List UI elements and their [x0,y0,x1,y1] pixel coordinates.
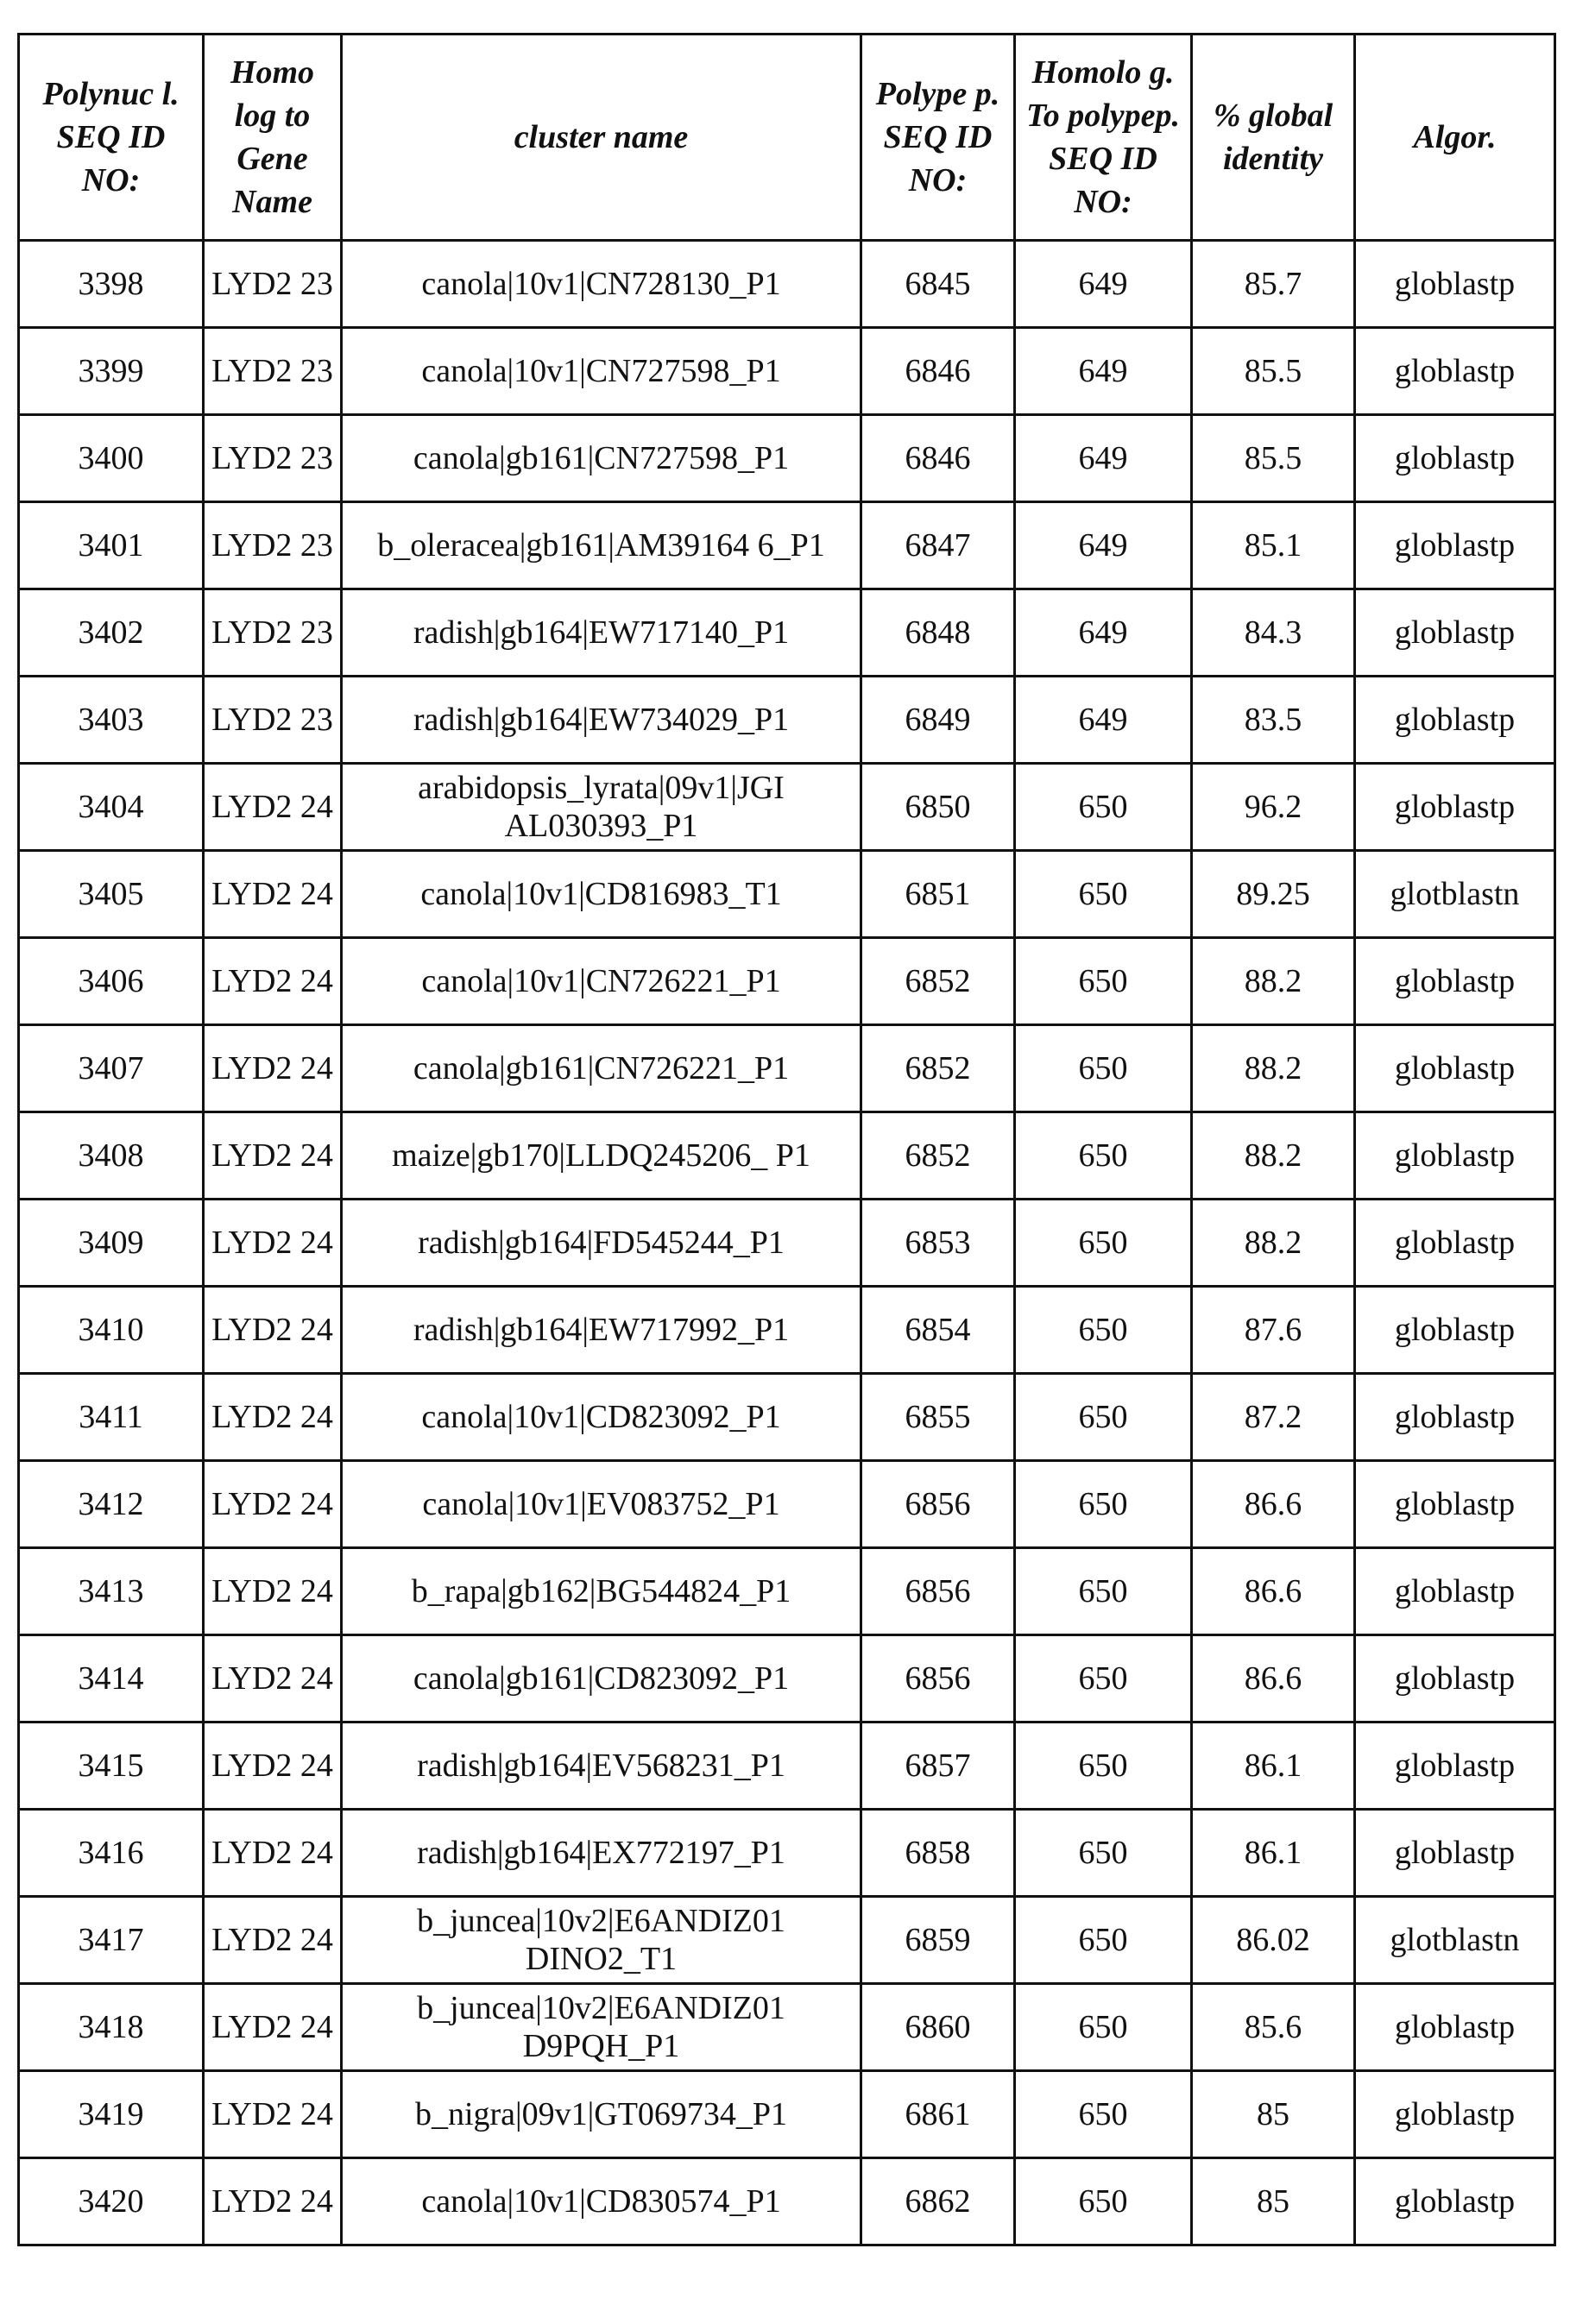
polynucl-seq-id-cell: 3398 [19,241,204,328]
polypep-seq-id-cell: 6861 [861,2071,1015,2158]
table-row [19,1461,1555,1548]
polypep-seq-id-cell: 6852 [861,1025,1015,1112]
algorithm-cell: globlastp [1355,1810,1555,1897]
global-identity-cell: 83.5 [1192,677,1355,764]
table-row [19,589,1555,677]
global-identity-cell: 85 [1192,2071,1355,2158]
polypep-seq-id-cell: 6856 [861,1548,1015,1635]
global-identity-cell: 86.6 [1192,1461,1355,1548]
col-polypep-seq-id-header: Polype p. SEQ ID NO: [861,35,1015,241]
homolog-table [17,33,1556,2246]
polypep-seq-id-cell: 6845 [861,241,1015,328]
polynucl-seq-id-cell: 3402 [19,589,204,677]
polypep-seq-id-cell: 6848 [861,589,1015,677]
table-row [19,1723,1555,1810]
homolog-gene-cell: LYD2 24 [204,851,342,938]
algorithm-cell: globlastp [1355,589,1555,677]
homolog-gene-cell: LYD2 24 [204,2158,342,2245]
homolog-gene-cell: LYD2 24 [204,1984,342,2071]
algorithm-cell: globlastp [1355,2158,1555,2245]
polypep-seq-id-cell: 6854 [861,1287,1015,1374]
cluster-name-cell: b_juncea|10v2|E6ANDIZ01 DINO2_T1 [342,1897,861,1984]
polynucl-seq-id-cell: 3420 [19,2158,204,2245]
polynucl-seq-id-cell: 3401 [19,502,204,589]
algorithm-cell: globlastp [1355,1112,1555,1200]
polypep-seq-id-cell: 6856 [861,1635,1015,1723]
global-identity-cell: 88.2 [1192,1112,1355,1200]
homolog-polypep-seq-id-cell: 650 [1015,1723,1192,1810]
homolog-gene-cell: LYD2 24 [204,1200,342,1287]
cluster-name-cell: canola|10v1|CD830574_P1 [342,2158,861,2245]
cluster-name-cell: canola|10v1|CN726221_P1 [342,938,861,1025]
homolog-gene-cell: LYD2 24 [204,1287,342,1374]
cluster-name-cell: canola|gb161|CD823092_P1 [342,1635,861,1723]
polynucl-seq-id-cell: 3411 [19,1374,204,1461]
polynucl-seq-id-cell: 3405 [19,851,204,938]
homolog-polypep-seq-id-cell: 650 [1015,2071,1192,2158]
global-identity-cell: 86.6 [1192,1548,1355,1635]
table-row [19,764,1555,851]
table-row [19,1374,1555,1461]
cluster-name-cell: radish|gb164|FD545244_P1 [342,1200,861,1287]
global-identity-cell: 86.1 [1192,1810,1355,1897]
table-row [19,1984,1555,2071]
polypep-seq-id-cell: 6862 [861,2158,1015,2245]
polypep-seq-id-cell: 6846 [861,328,1015,415]
homolog-gene-cell: LYD2 24 [204,1810,342,1897]
polypep-seq-id-cell: 6857 [861,1723,1015,1810]
algorithm-cell: glotblastn [1355,1897,1555,1984]
cluster-name-cell: radish|gb164|EX772197_P1 [342,1810,861,1897]
cluster-name-cell: maize|gb170|LLDQ245206_ P1 [342,1112,861,1200]
polynucl-seq-id-cell: 3409 [19,1200,204,1287]
global-identity-cell: 89.25 [1192,851,1355,938]
global-identity-cell: 85 [1192,2158,1355,2245]
table-row [19,502,1555,589]
cluster-name-cell: canola|10v1|CN728130_P1 [342,241,861,328]
algorithm-cell: globlastp [1355,2071,1555,2158]
polypep-seq-id-cell: 6855 [861,1374,1015,1461]
col-homolog-gene-header: Homo log to Gene Name [204,35,342,241]
homolog-gene-cell: LYD2 23 [204,328,342,415]
polynucl-seq-id-cell: 3406 [19,938,204,1025]
polynucl-seq-id-cell: 3407 [19,1025,204,1112]
polynucl-seq-id-cell: 3415 [19,1723,204,1810]
algorithm-cell: globlastp [1355,1635,1555,1723]
homolog-gene-cell: LYD2 23 [204,241,342,328]
global-identity-cell: 85.5 [1192,415,1355,502]
homolog-polypep-seq-id-cell: 650 [1015,1461,1192,1548]
homolog-polypep-seq-id-cell: 650 [1015,1374,1192,1461]
homolog-gene-cell: LYD2 24 [204,1461,342,1548]
homolog-polypep-seq-id-cell: 650 [1015,1200,1192,1287]
polypep-seq-id-cell: 6852 [861,1112,1015,1200]
global-identity-cell: 88.2 [1192,1025,1355,1112]
global-identity-cell: 88.2 [1192,938,1355,1025]
homolog-gene-cell: LYD2 24 [204,1548,342,1635]
algorithm-cell: globlastp [1355,1461,1555,1548]
homolog-gene-cell: LYD2 24 [204,2071,342,2158]
cluster-name-cell: canola|10v1|CD823092_P1 [342,1374,861,1461]
cluster-name-cell: b_oleracea|gb161|AM39164 6_P1 [342,502,861,589]
homolog-polypep-seq-id-cell: 650 [1015,1810,1192,1897]
global-identity-cell: 85.6 [1192,1984,1355,2071]
homolog-polypep-seq-id-cell: 650 [1015,1287,1192,1374]
polynucl-seq-id-cell: 3400 [19,415,204,502]
homolog-polypep-seq-id-cell: 650 [1015,1548,1192,1635]
table-row [19,1025,1555,1112]
polypep-seq-id-cell: 6847 [861,502,1015,589]
polynucl-seq-id-cell: 3410 [19,1287,204,1374]
homolog-polypep-seq-id-cell: 649 [1015,328,1192,415]
polypep-seq-id-cell: 6851 [861,851,1015,938]
col-homolog-polypep-seq-id-header: Homolo g. To polypep. SEQ ID NO: [1015,35,1192,241]
homolog-polypep-seq-id-cell: 650 [1015,1112,1192,1200]
algorithm-cell: globlastp [1355,1374,1555,1461]
algorithm-cell: globlastp [1355,1287,1555,1374]
homolog-gene-cell: LYD2 23 [204,677,342,764]
polypep-seq-id-cell: 6859 [861,1897,1015,1984]
homolog-gene-cell: LYD2 24 [204,1112,342,1200]
table-row [19,415,1555,502]
table-row [19,1897,1555,1984]
table-row [19,1200,1555,1287]
cluster-name-cell: radish|gb164|EW717140_P1 [342,589,861,677]
algorithm-cell: globlastp [1355,1025,1555,1112]
homolog-polypep-seq-id-cell: 650 [1015,938,1192,1025]
algorithm-cell: globlastp [1355,764,1555,851]
cluster-name-cell: canola|10v1|CN727598_P1 [342,328,861,415]
algorithm-cell: globlastp [1355,677,1555,764]
table-row [19,851,1555,938]
polynucl-seq-id-cell: 3419 [19,2071,204,2158]
algorithm-cell: globlastp [1355,328,1555,415]
homolog-polypep-seq-id-cell: 650 [1015,851,1192,938]
homolog-polypep-seq-id-cell: 649 [1015,415,1192,502]
polynucl-seq-id-cell: 3414 [19,1635,204,1723]
homolog-polypep-seq-id-cell: 650 [1015,1635,1192,1723]
polynucl-seq-id-cell: 3404 [19,764,204,851]
table-row [19,2158,1555,2245]
polypep-seq-id-cell: 6860 [861,1984,1015,2071]
col-algorithm-header: Algor. [1355,35,1555,241]
cluster-name-cell: b_rapa|gb162|BG544824_P1 [342,1548,861,1635]
global-identity-cell: 86.02 [1192,1897,1355,1984]
polynucl-seq-id-cell: 3417 [19,1897,204,1984]
global-identity-cell: 87.6 [1192,1287,1355,1374]
algorithm-cell: globlastp [1355,241,1555,328]
algorithm-cell: glotblastn [1355,851,1555,938]
polynucl-seq-id-cell: 3399 [19,328,204,415]
table-row [19,938,1555,1025]
homolog-polypep-seq-id-cell: 649 [1015,589,1192,677]
polynucl-seq-id-cell: 3412 [19,1461,204,1548]
algorithm-cell: globlastp [1355,1548,1555,1635]
global-identity-cell: 85.5 [1192,328,1355,415]
homolog-polypep-seq-id-cell: 649 [1015,241,1192,328]
global-identity-cell: 85.7 [1192,241,1355,328]
col-polynucl-seq-id-header: Polynuc l. SEQ ID NO: [19,35,204,241]
algorithm-cell: globlastp [1355,1200,1555,1287]
global-identity-cell: 86.1 [1192,1723,1355,1810]
cluster-name-cell: radish|gb164|EV568231_P1 [342,1723,861,1810]
homolog-gene-cell: LYD2 24 [204,1374,342,1461]
polynucl-seq-id-cell: 3416 [19,1810,204,1897]
polypep-seq-id-cell: 6858 [861,1810,1015,1897]
algorithm-cell: globlastp [1355,1723,1555,1810]
homolog-polypep-seq-id-cell: 650 [1015,764,1192,851]
homolog-gene-cell: LYD2 24 [204,1723,342,1810]
homolog-gene-cell: LYD2 24 [204,1897,342,1984]
table-row [19,677,1555,764]
homolog-polypep-seq-id-cell: 650 [1015,2158,1192,2245]
global-identity-cell: 96.2 [1192,764,1355,851]
table-row [19,328,1555,415]
cluster-name-cell: canola|10v1|EV083752_P1 [342,1461,861,1548]
global-identity-cell: 86.6 [1192,1635,1355,1723]
global-identity-cell: 85.1 [1192,502,1355,589]
table-row [19,1548,1555,1635]
polypep-seq-id-cell: 6852 [861,938,1015,1025]
cluster-name-cell: radish|gb164|EW717992_P1 [342,1287,861,1374]
polypep-seq-id-cell: 6849 [861,677,1015,764]
global-identity-cell: 84.3 [1192,589,1355,677]
algorithm-cell: globlastp [1355,938,1555,1025]
homolog-polypep-seq-id-cell: 650 [1015,1025,1192,1112]
col-cluster-name-header: cluster name [342,35,861,241]
table-row [19,241,1555,328]
polypep-seq-id-cell: 6856 [861,1461,1015,1548]
algorithm-cell: globlastp [1355,502,1555,589]
algorithm-cell: globlastp [1355,1984,1555,2071]
homolog-polypep-seq-id-cell: 650 [1015,1897,1192,1984]
homolog-gene-cell: LYD2 24 [204,1025,342,1112]
homolog-polypep-seq-id-cell: 649 [1015,502,1192,589]
homolog-gene-cell: LYD2 24 [204,764,342,851]
polynucl-seq-id-cell: 3403 [19,677,204,764]
homolog-gene-cell: LYD2 23 [204,589,342,677]
cluster-name-cell: radish|gb164|EW734029_P1 [342,677,861,764]
homolog-gene-cell: LYD2 24 [204,938,342,1025]
global-identity-cell: 87.2 [1192,1374,1355,1461]
homolog-gene-cell: LYD2 24 [204,1635,342,1723]
algorithm-cell: globlastp [1355,415,1555,502]
table-row [19,1112,1555,1200]
cluster-name-cell: arabidopsis_lyrata|09v1|JGI AL030393_P1 [342,764,861,851]
homolog-polypep-seq-id-cell: 650 [1015,1984,1192,2071]
polynucl-seq-id-cell: 3408 [19,1112,204,1200]
polynucl-seq-id-cell: 3413 [19,1548,204,1635]
cluster-name-cell: b_nigra|09v1|GT069734_P1 [342,2071,861,2158]
table-row [19,1635,1555,1723]
cluster-name-cell: canola|gb161|CN727598_P1 [342,415,861,502]
polypep-seq-id-cell: 6850 [861,764,1015,851]
polypep-seq-id-cell: 6853 [861,1200,1015,1287]
col-global-identity-header: % global identity [1192,35,1355,241]
polypep-seq-id-cell: 6846 [861,415,1015,502]
cluster-name-cell: b_juncea|10v2|E6ANDIZ01 D9PQH_P1 [342,1984,861,2071]
table-row [19,1287,1555,1374]
header-row [19,35,1555,241]
homolog-gene-cell: LYD2 23 [204,415,342,502]
table-row [19,1810,1555,1897]
homolog-gene-cell: LYD2 23 [204,502,342,589]
homolog-polypep-seq-id-cell: 649 [1015,677,1192,764]
global-identity-cell: 88.2 [1192,1200,1355,1287]
cluster-name-cell: canola|gb161|CN726221_P1 [342,1025,861,1112]
cluster-name-cell: canola|10v1|CD816983_T1 [342,851,861,938]
table-row [19,2071,1555,2158]
polynucl-seq-id-cell: 3418 [19,1984,204,2071]
